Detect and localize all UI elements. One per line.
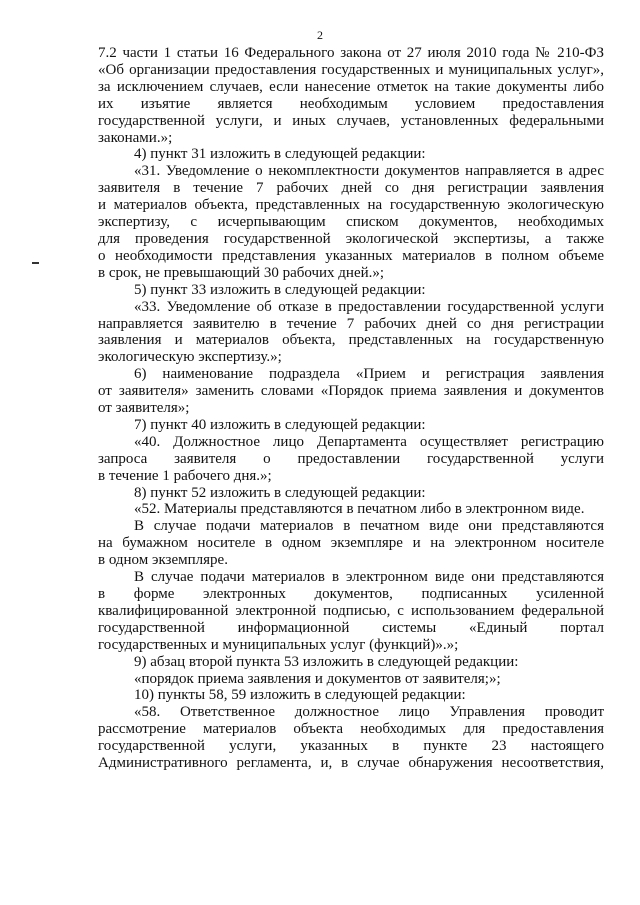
text-line: 8) пункт 52 изложить в следующей редакции: (134, 484, 426, 501)
text-line: «31. Уведомление о некомплектности документов направляется в адрес (134, 163, 604, 180)
text-line: «40. Должностное лицо Департамента осуществляет регистрацию (134, 433, 604, 450)
text-line: государственной услуги, указанных в пункте 23 настоящего (98, 738, 604, 755)
text-line: о необходимости представления указанных материалов в полном объеме (98, 247, 604, 264)
text-line: «58. Ответственное должностное лицо Управления проводит (134, 704, 604, 721)
text-line: рассмотрение материалов объекта необходимых для предоставления (98, 721, 604, 738)
text-line: государственной услуги, и иных случаев, установленных федеральными (98, 112, 604, 129)
page-number: 2 (317, 28, 323, 42)
text-line: за исключением случаев, если нанесение отметок на такие документы либо (98, 78, 604, 95)
text-line: 5) пункт 33 изложить в следующей редакции: (134, 281, 426, 298)
text-line: экологическую экспертизу.»; (98, 349, 282, 366)
text-line: и материалов объекта, представленных на государственную экологическую (98, 197, 604, 214)
text-line: «33. Уведомление об отказе в предоставлении государственной услуги (134, 298, 604, 315)
text-line: в одном экземпляре. (98, 552, 228, 569)
document-body (98, 45, 604, 772)
text-line: квалифицированной электронной подписью, с использованием федеральной (98, 602, 604, 619)
text-line: от заявителя» заменить словами «Порядок приема заявления и документов (98, 383, 604, 400)
text-line: 7.2 части 1 статьи 16 Федерального закона от 27 июля 2010 года № 210-ФЗ (98, 45, 604, 61)
text-line: их изъятие является необходимым условием предоставления (98, 95, 604, 112)
text-line: экспертизу, с исчерпывающим списком документов, необходимых (98, 214, 604, 231)
text-line: в течение 1 рабочего дня.»; (98, 467, 272, 484)
text-line: на бумажном носителе в одном экземпляре и на электронном носителе (98, 535, 604, 552)
text-line: «порядок приема заявления и документов от заявителя;»; (134, 670, 501, 687)
text-line: «52. Материалы представляются в печатном либо в электронном виде. (134, 501, 585, 518)
text-line: заявителя в течение 7 рабочих дней со дня регистрации заявления (98, 180, 604, 197)
text-line: 10) пункты 58, 59 изложить в следующей редакции: (134, 687, 466, 704)
text-line: для проведения государственной экологической экспертизы, а также (98, 230, 604, 247)
text-line: государственных и муниципальных услуг (функций)».»; (98, 636, 459, 653)
margin-mark (32, 262, 39, 264)
text-line: 9) абзац второй пункта 53 изложить в следующей редакции: (134, 653, 519, 670)
text-line: в форме электронных документов, подписанных усиленной (98, 586, 604, 602)
text-line: Административного регламента, и, в случае обнаружения несоответствия, (98, 755, 604, 772)
text-line: 6) наименование подраздела «Прием и регистрация заявления (134, 366, 604, 383)
text-line: законами.»; (98, 129, 173, 146)
text-line: запроса заявителя о предоставлении государственной услуги (98, 450, 604, 467)
text-line: от заявителя»; (98, 400, 190, 417)
text-line: заявления и материалов объекта, представленных на государственную (98, 332, 604, 349)
text-line: 7) пункт 40 изложить в следующей редакции: (134, 416, 426, 433)
text-line: направляется заявителю в течение 7 рабочих дней со дня регистрации (98, 315, 604, 332)
text-line: 4) пункт 31 изложить в следующей редакции: (134, 146, 426, 163)
text-line: В случае подачи материалов в печатном виде они представляются (134, 518, 604, 535)
text-line: государственной информационной системы «Единый портал (98, 619, 604, 636)
text-line: В случае подачи материалов в электронном виде они представляются (134, 569, 604, 586)
text-line: «Об организации предоставления государственных и муниципальных услуг», (98, 61, 604, 78)
text-line: в срок, не превышающий 30 рабочих дней.»; (98, 264, 385, 281)
